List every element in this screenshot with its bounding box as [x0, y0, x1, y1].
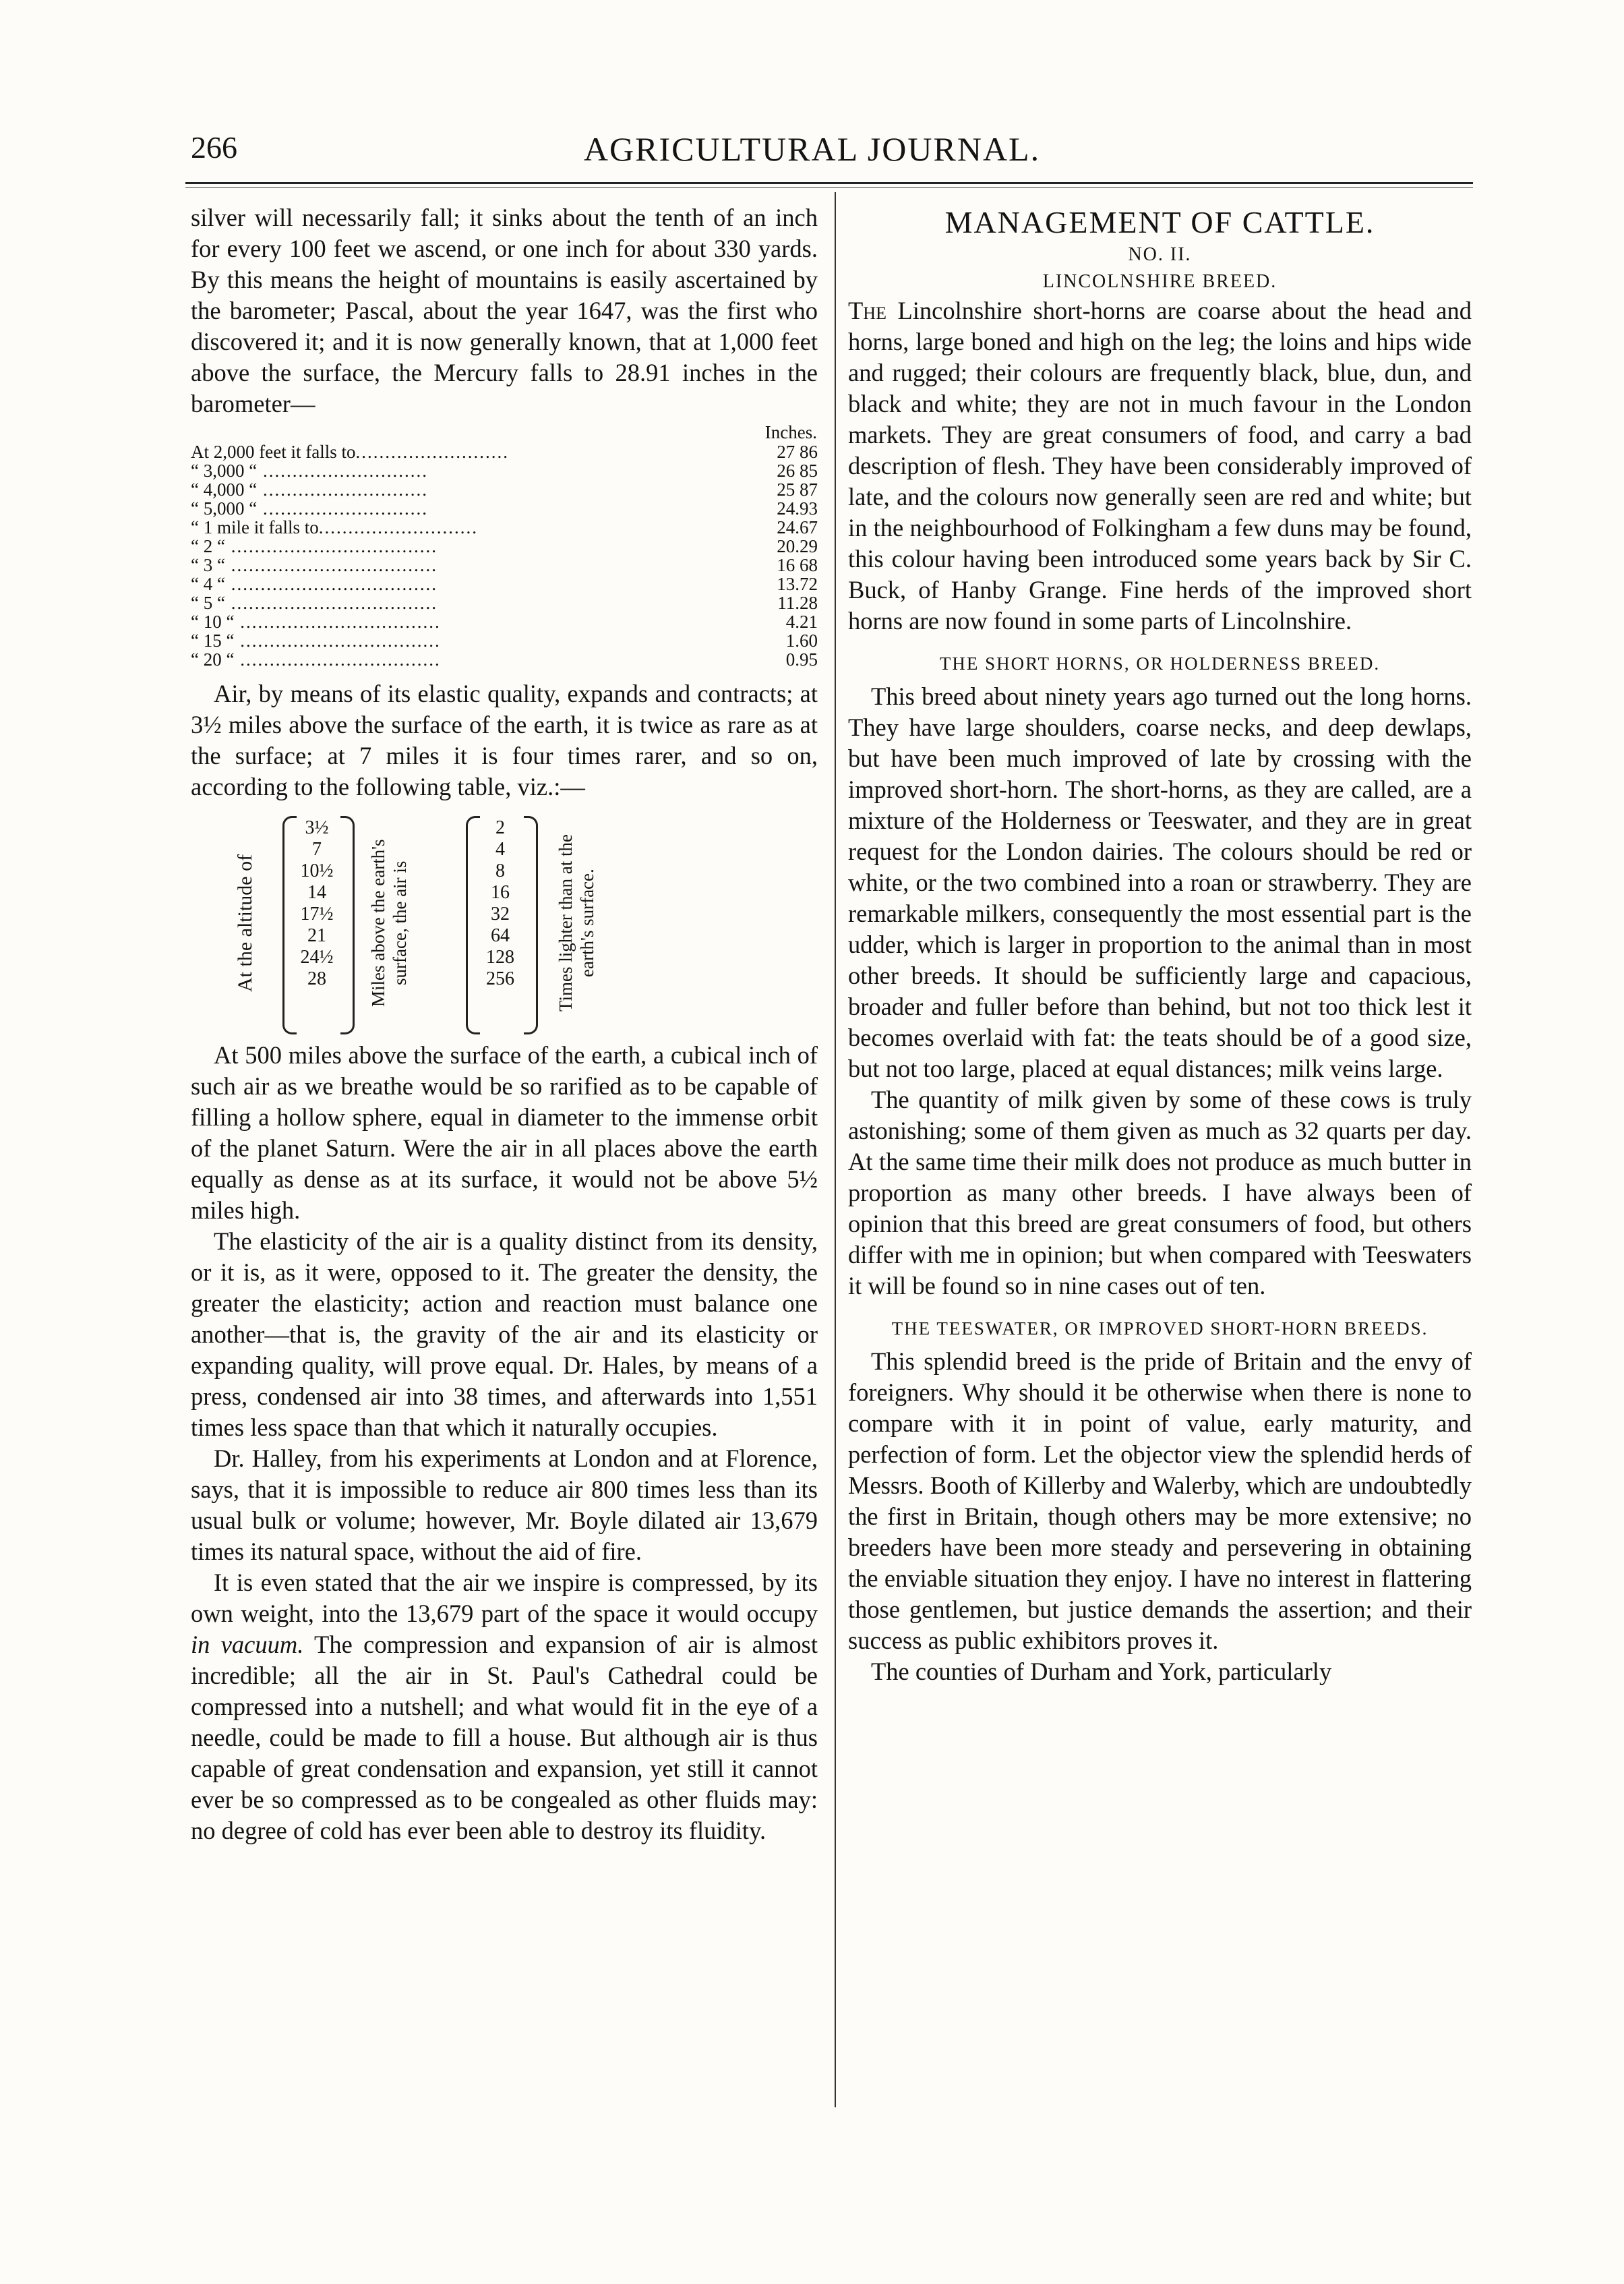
table-row: “ 4,000 “ ............................ 25 87 — [191, 479, 818, 500]
times-label: Times lighter than at the earth's surface. — [555, 834, 597, 1012]
miles-label: Miles above the earth's surface, the air is — [368, 839, 410, 1007]
table-row: “ 3,000 “ ............................ 26 85 — [191, 461, 818, 481]
table-row: “ 5,000 “ ............................ 24.93 — [191, 498, 818, 519]
lincolnshire-paragraph: The Lincolnshire short-horns are coarse about the head and horns, large boned and high on the leg; the loins and hips wide and rugged; their colours are frequently black, blue, dun, and black and white; they are not in much favour in the London markets. They are great consumers of food, and carry a bad description of flesh. They have been considerably improved of late, and the colours now generally seen are red and white; but in the neighbourhood of Folkingham a few duns may be found, this colour having been introduced some years back by Sir C. Buck, of Hanby Grange. Fine herds of the improved short horns are now found in some parts of Lincolnshire. — [848, 297, 1472, 635]
table-row: “ 2 “ ................................... 20.29 — [191, 536, 818, 556]
table-row: “ 4 “ ................................... 13.72 — [191, 574, 818, 594]
right-column — [848, 202, 1472, 1687]
holderness-paragraph: This breed about ninety years ago turned out the long horns. They have large shoulders, coarse necks, and deep dewlaps, but have been much improved of late by crossing with the improved short-horn. The short-horns, as they are called, are a mixture of the Holderness or Teeswater, and they are in great request for the London dairies. The colours should be red or white, or the two combined into a roan or strawberry. They are remarkable milkers, consequently the most essential part is the udder, which is larger in proportion to the animal than in most other breeds. It should be sufficiently large and capacious, broader and fuller before than behind, but not too thick lest it becomes overlaid with fat: the teats should be of a good size, but not too large, placed at equal distances; milk veins large. — [848, 682, 1472, 1082]
section-heading-holderness: THE SHORT HORNS, OR HOLDERNESS BREED. — [939, 653, 1381, 674]
barometer-paragraph: silver will necessarily fall; it sinks about the tenth of an inch for every 100 feet we ascend, or one inch for about 330 yards. By this means the height of mountains is easily ascertained by the barometer; Pascal, about the year 1647, was the first who discovered it; and it is now generally known, that at 1,000 feet above the surface, the Mercury falls to 28.91 inches in the barometer— — [191, 204, 818, 417]
elasticity-intro-paragraph: Air, by means of its elastic quality, expands and contracts; at 3½ miles above the surface of the earth, it is twice as rare as at the surface; at 7 miles it is four times rarer, and so on, according to the following table, viz.:— — [191, 680, 818, 800]
milk-paragraph: The quantity of milk given by some of these cows is truly astonishing; some of them given as much as 32 quarts per day. At the same time their milk does not produce as much butter in proportion as many other breeds. I have always been of opinion that this breed are great consumers of food, but others differ with me in opinion; but when compared with Teeswaters it will be found so in nine cases out of ten. — [848, 1086, 1472, 1299]
miles-values: 3½ 7 10½ 14 17½ 21 24½ 28 — [300, 817, 334, 989]
table-row: “ 5 “ ................................... 11.28 — [191, 593, 818, 613]
table-row: “ 15 “ .................................. 1.60 — [191, 631, 818, 651]
column-divider — [835, 192, 836, 2107]
table-header-row — [191, 422, 818, 442]
table-row: “ 1 mile it falls to........................... 24.67 — [191, 517, 818, 537]
table-row: At 2,000 feet it falls to.......................... 27 86 — [191, 442, 818, 462]
page-number: 266 — [191, 130, 237, 165]
compression-paragraph: It is even stated that the air we inspire is compressed, by its own weight, into the 13,679 part of the space it would occupy in vacuum. The compression and expansion of air is almost incredible; all the air in St. Paul's Cathedral could be compressed into a nutshell; and what would fit in the eye of a needle, could be made to fill a house. But although air is thus capable of great condensation and expansion, yet still it cannot ever be so compressed as to be congealed as other fluids may: no degree of cold has ever been able to destroy its fluidity. — [191, 1569, 818, 1844]
density-paragraph: The elasticity of the air is a quality distinct from its density, or it is, as it were, opposed to it. The greater the density, the greater the elasticity; action and reaction must balance one another—that is, the gravity of the air and its elasticity or expanding quality, will prove equal. Dr. Hales, by means of a press, condensed air into 38 times, and afterwards into 1,551 times less space than that which it naturally occupies. — [191, 1227, 818, 1441]
section-heading-teeswater: THE TEESWATER, OR IMPROVED SHORT-HORN BREEDS. — [891, 1318, 1428, 1339]
right-brace — [340, 816, 355, 1034]
saturn-paragraph: At 500 miles above the surface of the earth, a cubical inch of such air as we breathe would be so rarified as to be capable of filling a hollow sphere, equal in diameter to the immense orbit of the planet Saturn. Were the air in all places above the earth equally as dense as at its surface, it would not be above 5½ miles high. — [191, 1041, 818, 1224]
durham-york-paragraph: The counties of Durham and York, particularly — [871, 1658, 1332, 1685]
barometer-table — [191, 422, 818, 669]
teeswater-paragraph: This splendid breed is the pride of Britain and the envy of foreigners. Why should it be otherwise when there is none to compare with it in point of value, early maturity, and perfection of form. Let the objector view the splendid herds of Messrs. Booth of Killerby and Walerby, which are undoubtedly the first in Britain, though others may be more extensive; no breeders have been more steady and persevering in obtaining the enviable situation they enjoy. I have no interest in flattering those gentlemen, but justice demands the assertion; and their success as public exhibitors proves it. — [848, 1347, 1472, 1654]
right-brace — [524, 816, 538, 1034]
section-heading-lincolnshire: LINCOLNSHIRE BREED. — [1042, 271, 1277, 292]
table-unit-header: Inches. — [764, 422, 817, 442]
article-title: MANAGEMENT OF CATTLE. — [944, 205, 1375, 239]
left-column — [191, 202, 818, 1846]
running-title: AGRICULTURAL JOURNAL. — [583, 130, 1041, 168]
table-row: “ 10 “ .................................. 4.21 — [191, 612, 818, 632]
article-number: NO. II. — [1128, 244, 1192, 265]
altitude-ratio-table — [191, 812, 818, 1034]
table-row: “ 20 “ .................................. 0.95 — [191, 649, 818, 670]
times-values: 2 4 8 16 32 64 128 256 — [486, 817, 514, 989]
table-row: “ 3 “ ................................... 16 68 — [191, 555, 818, 575]
altitude-label: At the altitude of — [234, 854, 256, 993]
header-rule — [185, 182, 1473, 184]
halley-paragraph: Dr. Halley, from his experiments at London and at Florence, says, that it is impossible to reduce air 800 times less than its usual bulk or volume; however, Mr. Boyle dilated air 13,679 times its natural space, without the aid of fire. — [191, 1444, 818, 1565]
header-rule-thin — [185, 187, 1473, 188]
